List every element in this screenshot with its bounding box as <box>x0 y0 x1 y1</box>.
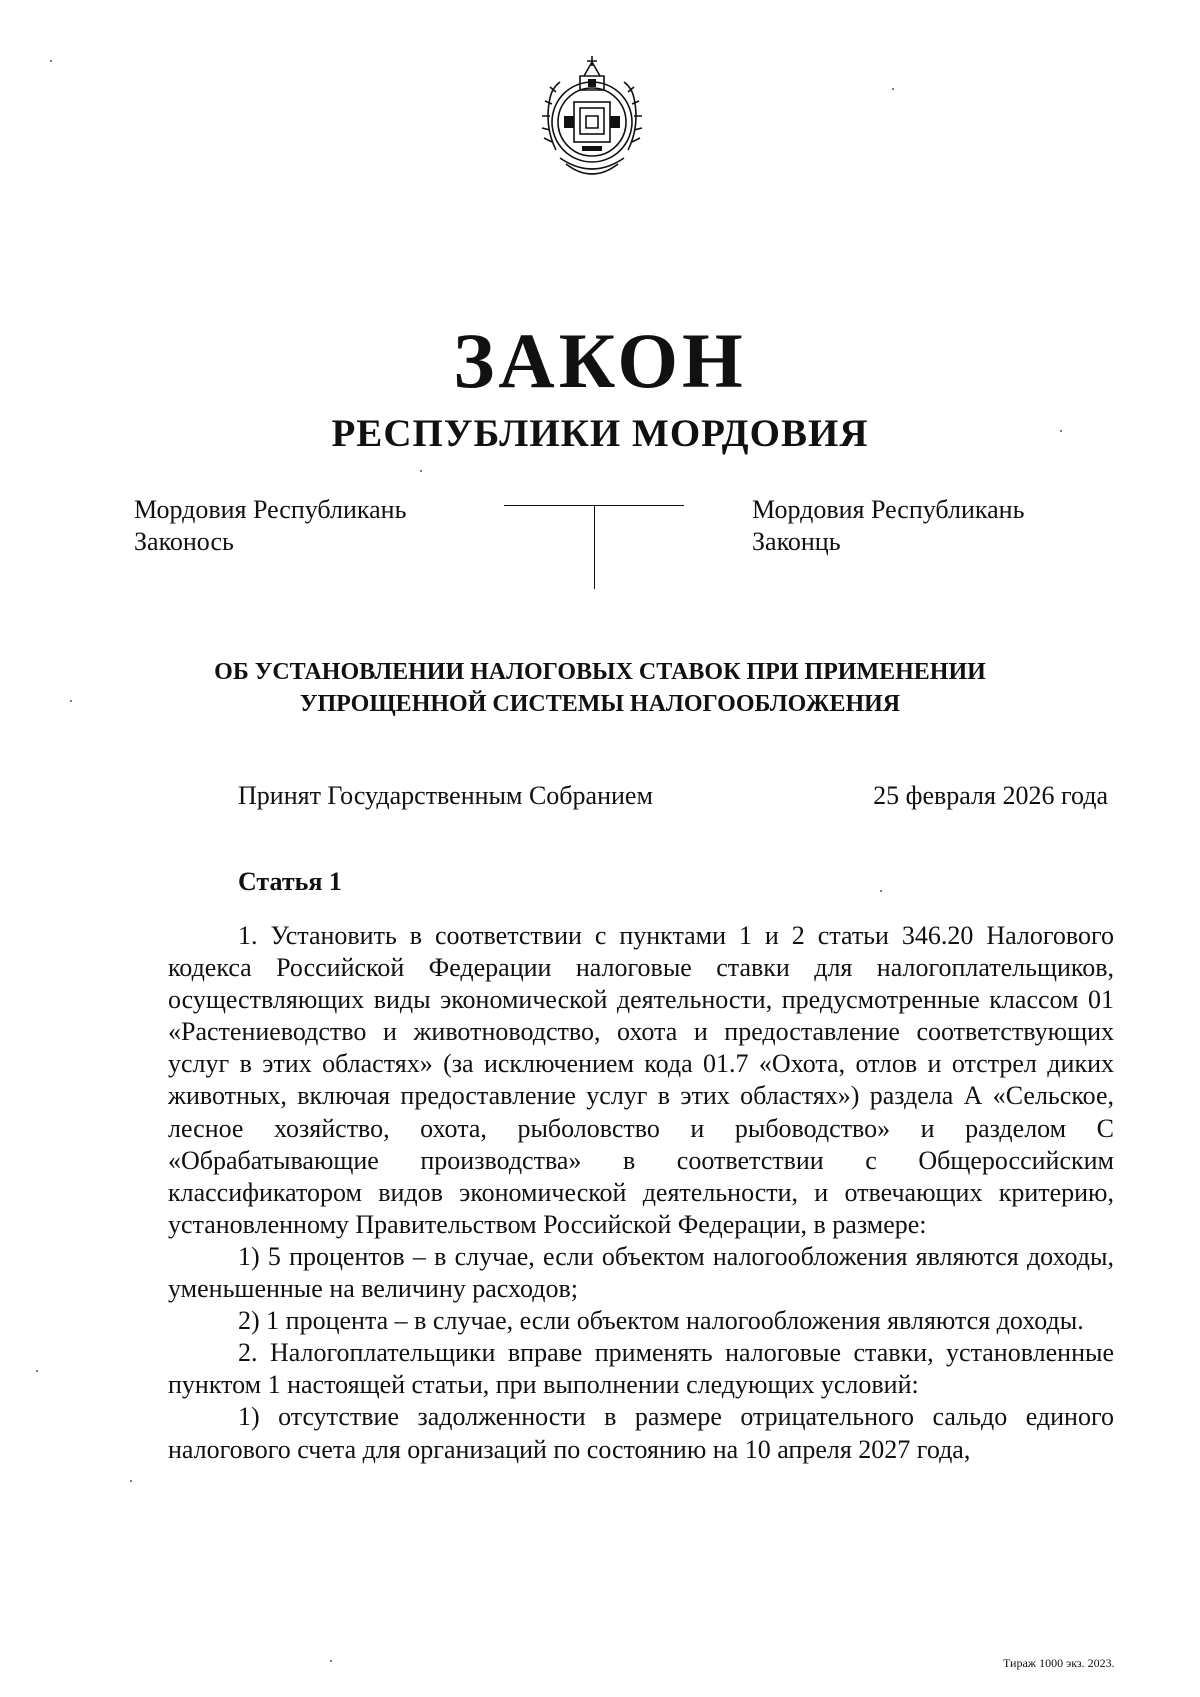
article-paragraph: 1) отсутствие задолженности в размере отрицательного сальдо единого налогового счета для организаций по состоянию на 10 апреля 2027 года, <box>168 1402 1114 1464</box>
moksha-heading <box>134 494 406 558</box>
law-title-line: ОБ УСТАНОВЛЕНИИ НАЛОГОВЫХ СТАВОК ПРИ ПРИМЕНЕНИИ <box>214 659 986 685</box>
article-body <box>168 920 1114 1466</box>
erzya-heading <box>752 494 1024 558</box>
article-paragraph: 1) 5 процентов – в случае, если объектом налогообложения являются доходы, уменьшенные на величину расходов; <box>168 1241 1114 1304</box>
moksha-heading-line: Законось <box>134 527 234 556</box>
scan-speck <box>1060 430 1062 432</box>
moksha-heading-line: Мордовия Республикань <box>134 495 407 524</box>
scan-speck <box>420 470 422 472</box>
republic-heading: РЕСПУБЛИКИ МОРДОВИЯ <box>331 412 869 455</box>
erzya-heading-line: Законць <box>752 527 841 556</box>
scan-speck <box>50 60 52 62</box>
scan-speck <box>70 700 72 702</box>
adoption-date: 25 февраля 2026 года <box>873 781 1108 810</box>
adoption-label: Принят Государственным Собранием <box>238 781 653 810</box>
scan-speck <box>130 1480 132 1482</box>
coat-of-arms-icon <box>530 46 654 186</box>
law-title <box>0 656 1200 720</box>
erzya-heading-line: Мордовия Республикань <box>752 495 1025 524</box>
law-heading: ЗАКОН <box>453 317 747 404</box>
scan-speck <box>892 88 894 90</box>
article-paragraph: 2. Налогоплательщики вправе применять налоговые ставки, установленные пунктом 1 настоящей статьи, при выполнении следующих условий: <box>168 1338 1114 1400</box>
article-paragraph: 1. Установить в соответствии с пунктами 1 и 2 статьи 346.20 Налогового кодекса Российской Федерации налоговые ставки для налогоплательщиков, осуществляющих виды экономической деятельности, предусмотренные классом 01 «Растениеводство и животноводство, охота и предоставление соответствующих услуг в этих областях» (за исключением кода 01.7 «Охота, отлов и отстрел диких животных, включая предоставление услуг в этих областях») раздела А «Сельское, лесное хозяйство, охота, рыболовство и рыбоводство» и разделом С «Обрабатывающие производства» в соответствии с Общероссийским классификатором видов экономической деятельности, и отвечающих критерию, установленному Правительством Российской Федерации, в размере: <box>168 921 1114 1239</box>
scan-speck <box>880 890 882 892</box>
print-run-note: Тираж 1000 экз. 2023. <box>1003 1656 1115 1670</box>
article-paragraph: 2) 1 процента – в случае, если объектом налогообложения являются доходы. <box>238 1306 1084 1336</box>
law-title-line: УПРОЩЕННОЙ СИСТЕМЫ НАЛОГООБЛОЖЕНИЯ <box>299 691 901 717</box>
scan-speck <box>36 1370 38 1372</box>
registration-blank-divider <box>594 505 595 589</box>
scan-speck <box>330 1660 332 1662</box>
article-heading: Статья 1 <box>238 867 342 896</box>
